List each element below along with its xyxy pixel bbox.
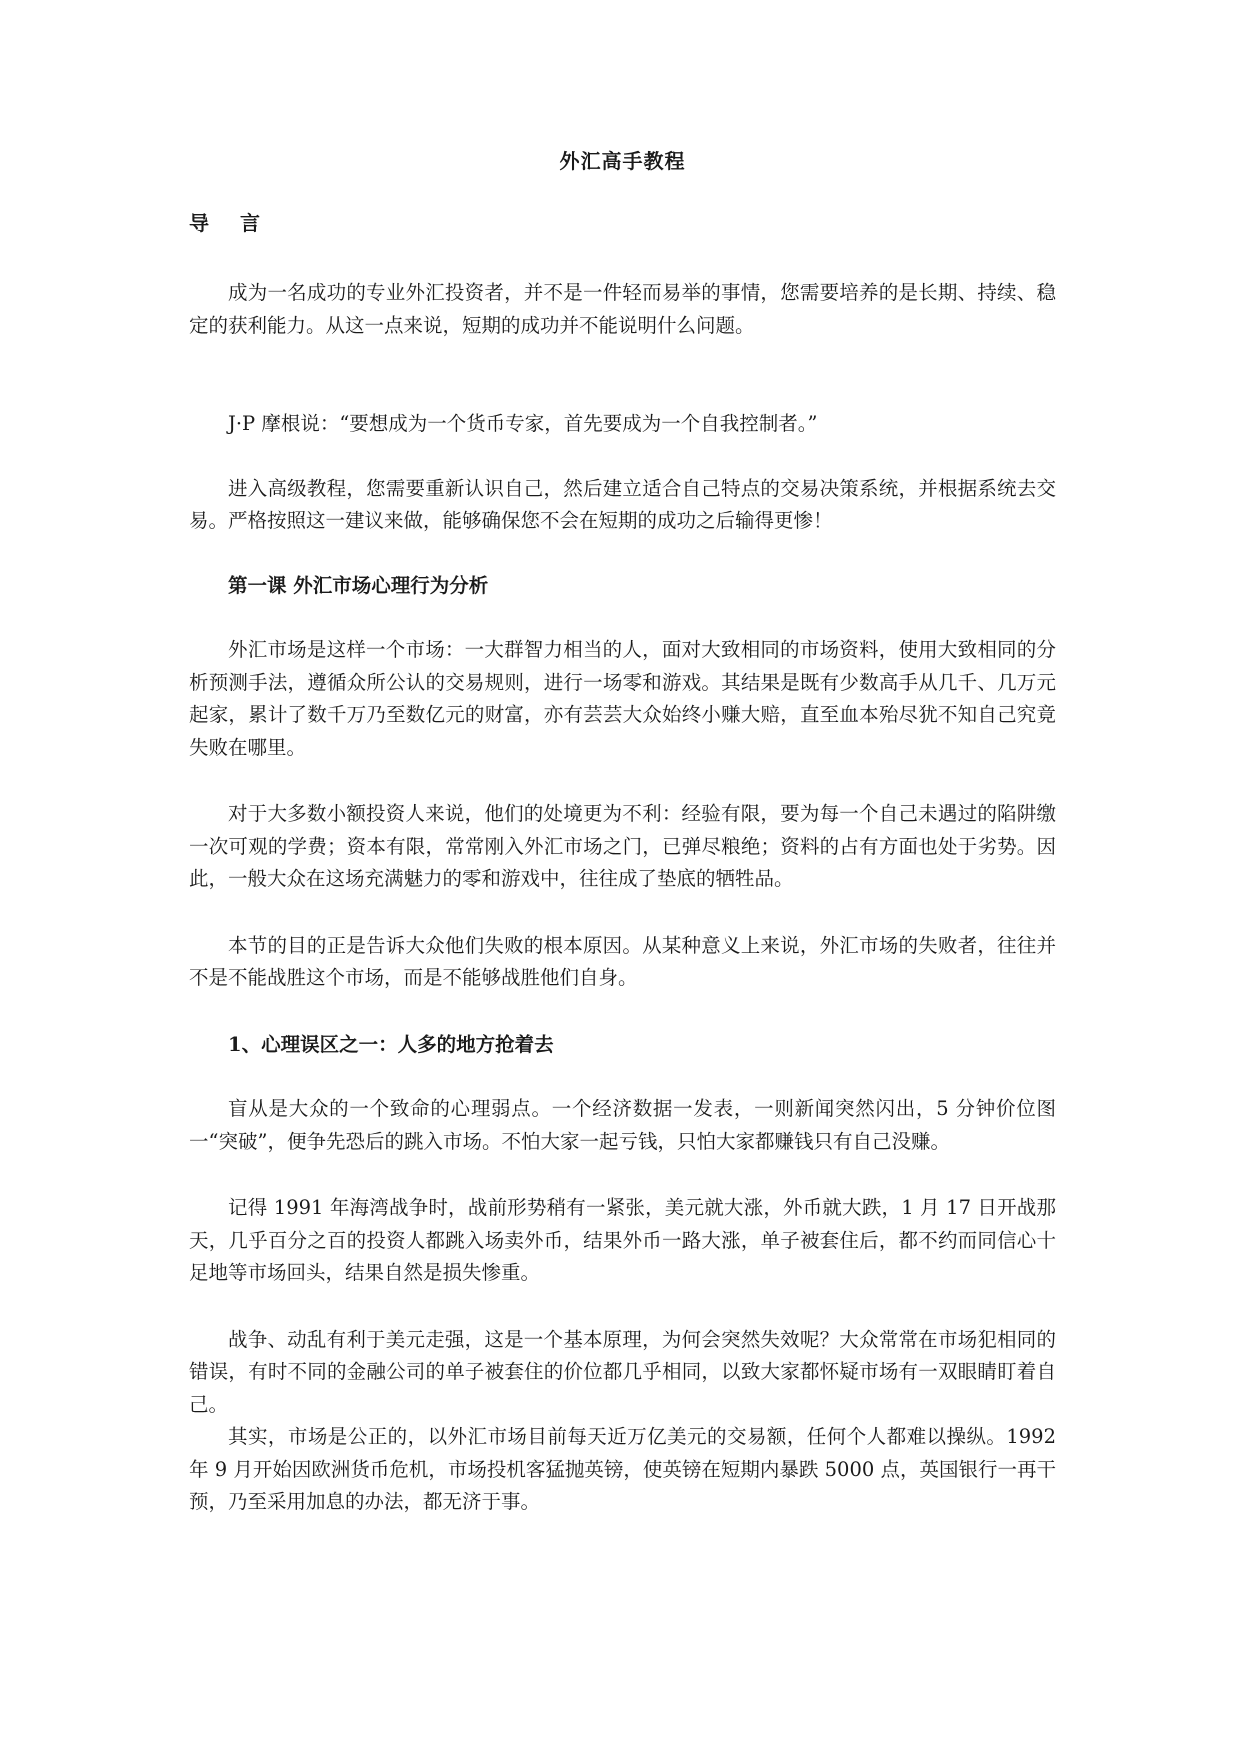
paragraph-gulf-war: 记得 1991 年海湾战争时，战前形势稍有一紧张，美元就大涨，外币就大跌，1 月 17 日开战那天，几乎百分之百的投资人都跳入场卖外币，结果外币一路大涨，单子被套住后，都不约而同信心十足地等市场回头，结果自然是损失惨重。 — [189, 1196, 1056, 1284]
paragraph-small-investors: 对于大多数小额投资人来说，他们的处境更为不利：经验有限，要为每一个自己未遇过的陷阱缴一次可观的学费；资本有限，常常刚入外汇市场之门，已弹尽粮绝；资料的占有方面也处于劣势。因此，一般大众在这场充满魅力的零和游戏中，往往成了垫底的牺牲品。 — [189, 802, 1056, 890]
paragraph-market-description: 外汇市场是这样一个市场：一大群智力相当的人，面对大致相同的市场资料，使用大致相同的分析预测手法，遵循众所公认的交易规则，进行一场零和游戏。其结果是既有少数高手从几千、几万元起家，累计了数千万乃至数亿元的财富，亦有芸芸大众始终小赚大赔，直至血本殆尽犹不知自己究竟失败在哪里。 — [189, 638, 1056, 759]
document-title: 外汇高手教程 — [559, 149, 686, 173]
paragraph-intro: 成为一名成功的专业外汇投资者，并不是一件轻而易举的事情，您需要培养的是长期、持续、稳定的获利能力。从这一点来说，短期的成功并不能说明什么问题。 — [189, 281, 1056, 337]
paragraph-war-dollar: 战争、动乱有利于美元走强，这是一个基本原理，为何会突然失效呢？大众常常在市场犯相同的错误，有时不同的金融公司的单子被套住的价位都几乎相同，以致大家都怀疑市场有一双眼睛盯着自己。 — [189, 1327, 1056, 1416]
point-1-heading: 1、心理误区之一：人多的地方抢着去 — [228, 1032, 554, 1056]
lesson-1-heading: 第一课 外汇市场心理行为分析 — [228, 573, 489, 597]
paragraph-jp-morgan-quote: J·P 摩根说：“要想成为一个货币专家，首先要成为一个自我控制者。” — [228, 412, 818, 435]
paragraph-market-fairness: 其实，市场是公正的，以外汇市场目前每天近万亿美元的交易额，任何个人都难以操纵。1992 年 9 月开始因欧洲货币危机，市场投机客猛抛英镑，使英镑在短期内暴跌 5000 点，英国银行一再干预，乃至采用加息的办法，都无济于事。 — [189, 1425, 1056, 1513]
document-body — [189, 146, 1056, 1519]
paragraph-section-purpose: 本节的目的正是告诉大众他们失败的根本原因。从某种意义上来说，外汇市场的失败者，往往并不是不能战胜这个市场，而是不能够战胜他们自身。 — [189, 933, 1056, 989]
paragraph-herd-mentality: 盲从是大众的一个致命的心理弱点。一个经济数据一发表，一则新闻突然闪出，5 分钟价位图一“突破”，便争先恐后的跳入市场。不怕大家一起亏钱，只怕大家都赚钱只有自己没赚。 — [189, 1097, 1056, 1153]
paragraph-advanced-tutorial: 进入高级教程，您需要重新认识自己，然后建立适合自己特点的交易决策系统，并根据系统去交易。严格按照这一建议来做，能够确保您不会在短期的成功之后输得更惨！ — [189, 476, 1056, 532]
section-introduction-label: 导 言 — [189, 211, 272, 235]
